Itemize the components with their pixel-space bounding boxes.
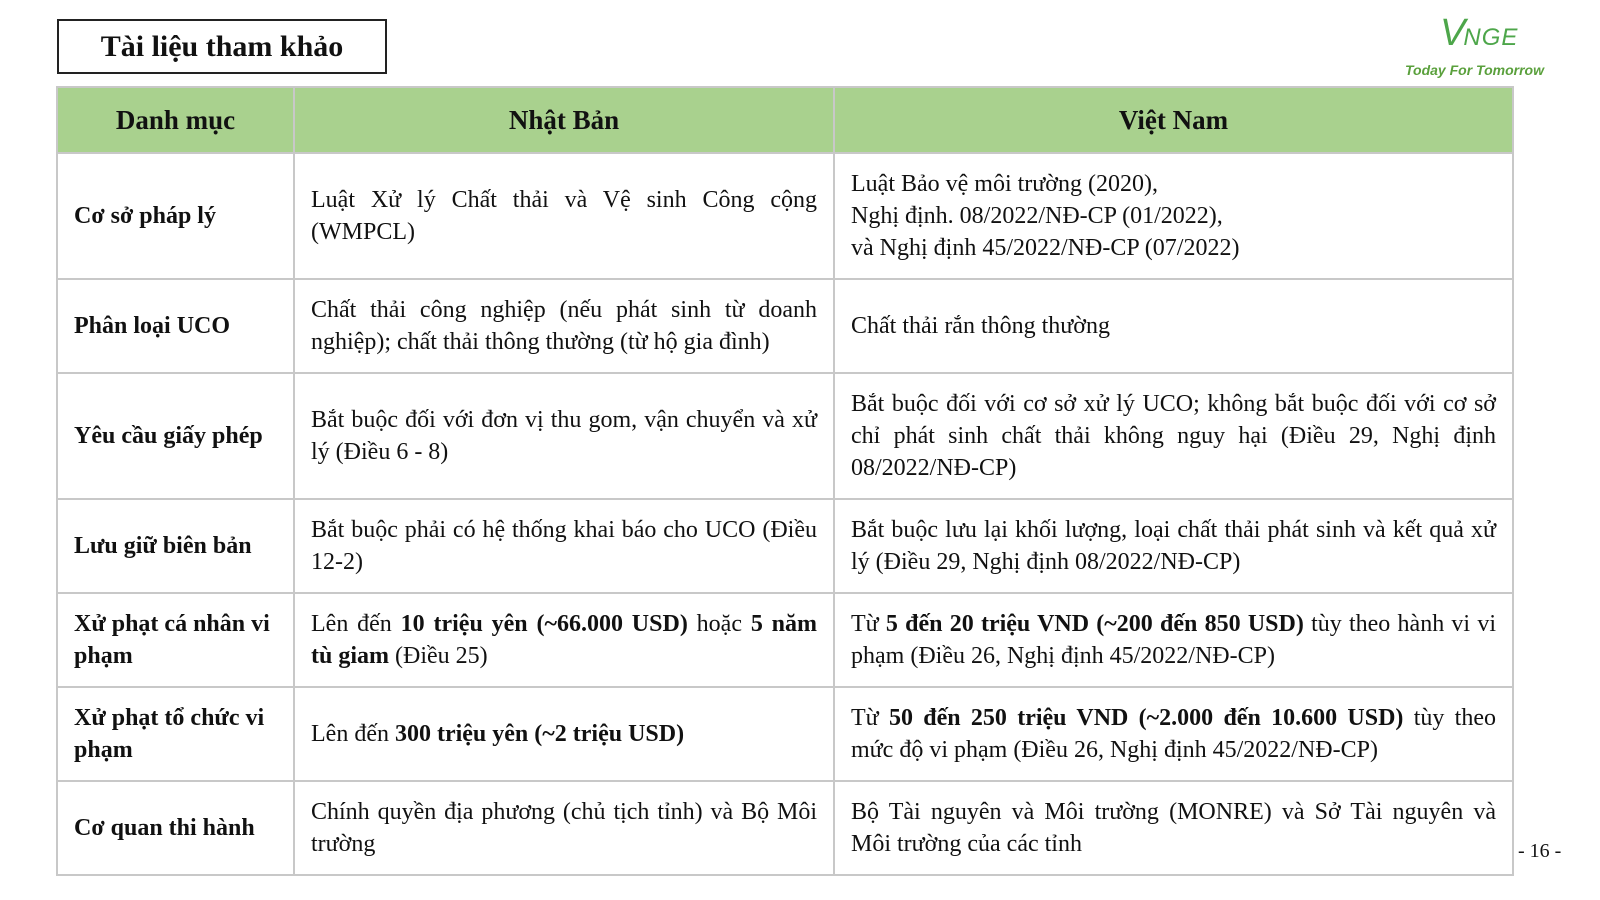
text-span: Bắt buộc lưu lại khối lượng, loại chất thải phát sinh và kết quả xử lý (Điều 29, Nghị định 08/2022/NĐ-CP)	[851, 517, 1496, 575]
text-span: Bắt buộc phải có hệ thống khai báo cho UCO (Điều 12-2)	[311, 517, 817, 575]
text-span: Chất thải rắn thông thường	[851, 313, 1110, 339]
text-span: Từ	[851, 705, 889, 731]
logo-tagline: Today For Tomorrow	[1405, 62, 1544, 78]
comparison-table	[56, 86, 1514, 876]
page-title	[57, 19, 387, 74]
cell-japan	[294, 687, 834, 781]
text-span: tùy theo mức độ vi phạm (Điều 26, Nghị định 45/2022/NĐ-CP)	[851, 705, 1496, 763]
header-vietnam: Việt Nam	[834, 87, 1513, 153]
text-span: Bộ Tài nguyên và Môi trường (MONRE) và Sở Tài nguyên và Môi trường của các tỉnh	[851, 799, 1496, 857]
cell-japan	[294, 499, 834, 593]
cell-vietnam	[834, 373, 1513, 499]
text-span: tùy theo hành vi vi phạm (Điều 26, Nghị định 45/2022/NĐ-CP)	[851, 611, 1496, 669]
bold-text: 5 đến 20 triệu VND (~200 đến 850 USD)	[885, 611, 1304, 637]
cell-japan	[294, 593, 834, 687]
cell-vietnam	[834, 499, 1513, 593]
text-span: Chất thải công nghiệp (nếu phát sinh từ doanh nghiệp); chất thải thông thường (từ hộ gia đình)	[311, 297, 817, 355]
logo-mark-nge: NGE	[1463, 24, 1519, 51]
table-row	[57, 499, 1513, 593]
text-span: và Nghị định 45/2022/NĐ-CP (07/2022)	[851, 235, 1240, 261]
cell-vietnam	[834, 153, 1513, 279]
cell-vietnam	[834, 781, 1513, 875]
cell-japan	[294, 279, 834, 373]
cell-category: Xử phạt cá nhân vi phạm	[57, 593, 294, 687]
bold-text: 300 triệu yên (~2 triệu USD)	[394, 721, 685, 747]
logo-mark-v: V	[1440, 12, 1464, 54]
text-span: Bắt buộc đối với đơn vị thu gom, vận chuyển và xử lý (Điều 6 - 8)	[311, 407, 817, 465]
table-row	[57, 153, 1513, 279]
cell-category: Cơ quan thi hành	[57, 781, 294, 875]
table-row	[57, 279, 1513, 373]
bold-text: 10 triệu yên (~66.000 USD)	[400, 611, 688, 637]
table-row	[57, 373, 1513, 499]
text-span: Từ	[851, 611, 886, 637]
page-number: - 16 -	[1518, 840, 1562, 862]
cell-category: Yêu cầu giấy phép	[57, 373, 294, 499]
text-span: Nghị định. 08/2022/NĐ-CP (01/2022),	[851, 203, 1223, 229]
cell-vietnam	[834, 279, 1513, 373]
table-row	[57, 687, 1513, 781]
text-span: Luật Bảo vệ môi trường (2020),	[851, 171, 1158, 197]
cell-japan	[294, 373, 834, 499]
text-span: Lên đến	[311, 611, 401, 637]
header-japan: Nhật Bản	[294, 87, 834, 153]
cell-japan	[294, 781, 834, 875]
table-row	[57, 593, 1513, 687]
bold-text: 50 đến 250 triệu VND (~2.000 đến 10.600 USD)	[888, 705, 1404, 731]
cell-category: Cơ sở pháp lý	[57, 153, 294, 279]
bold-text: 5 năm tù giam	[311, 611, 818, 669]
cell-category: Phân loại UCO	[57, 279, 294, 373]
text-span: (Điều 25)	[389, 643, 488, 669]
company-logo	[1405, 10, 1565, 82]
cell-category: Xử phạt tổ chức vi phạm	[57, 687, 294, 781]
text-span: Bắt buộc đối với cơ sở xử lý UCO; không bắt buộc đối với cơ sở chỉ phát sinh chất thải không nguy hại (Điều 29, Nghị định 08/2022/NĐ-CP)	[851, 391, 1496, 481]
logo-mark	[1440, 12, 1518, 55]
text-span: Lên đến	[311, 721, 395, 747]
cell-vietnam	[834, 687, 1513, 781]
table-row	[57, 781, 1513, 875]
text-span: Chính quyền địa phương (chủ tịch tỉnh) và Bộ Môi trường	[311, 799, 817, 857]
cell-vietnam	[834, 593, 1513, 687]
page-title-text: Tài liệu tham khảo	[100, 29, 344, 63]
header-category: Danh mục	[57, 87, 294, 153]
cell-japan	[294, 153, 834, 279]
table-header-row	[57, 87, 1513, 153]
text-span: Luật Xử lý Chất thải và Vệ sinh Công cộng (WMPCL)	[311, 187, 817, 245]
text-span: hoặc	[687, 611, 751, 637]
cell-category: Lưu giữ biên bản	[57, 499, 294, 593]
